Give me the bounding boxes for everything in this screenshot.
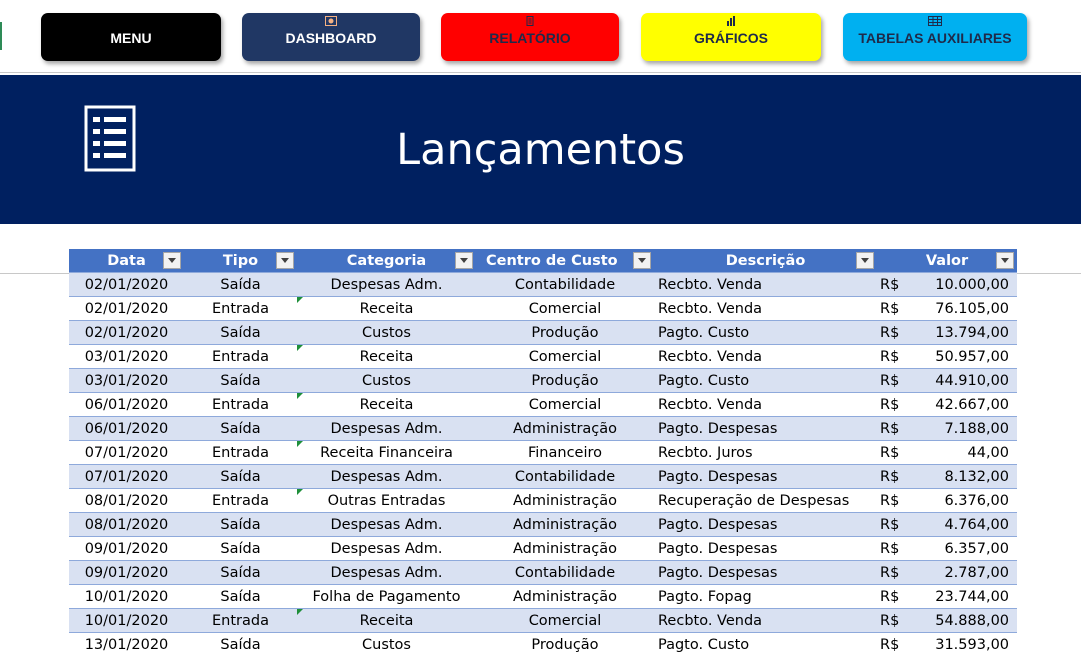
cell-data[interactable]: 06/01/2020 [69, 417, 184, 441]
cell-valor[interactable]: 50.957,00 [901, 345, 1017, 369]
cell-descricao[interactable]: Recbto. Venda [654, 297, 877, 321]
cell-categoria[interactable]: Despesas Adm. [297, 537, 476, 561]
cell-valor[interactable]: 42.667,00 [901, 393, 1017, 417]
cell-moeda[interactable]: R$ [877, 369, 901, 393]
cell-descricao[interactable]: Recbto. Juros [654, 441, 877, 465]
table-row[interactable] [69, 417, 1017, 441]
cell-data[interactable]: 10/01/2020 [69, 609, 184, 633]
cell-descricao[interactable]: Pagto. Despesas [654, 465, 877, 489]
cell-valor[interactable]: 4.764,00 [901, 513, 1017, 537]
cell-descricao[interactable]: Pagto. Despesas [654, 561, 877, 585]
cell-moeda[interactable]: R$ [877, 633, 901, 657]
cell-descricao[interactable]: Recuperação de Despesas [654, 489, 877, 513]
lancamentos-table [69, 249, 1017, 656]
cell-categoria[interactable]: Custos [297, 369, 476, 393]
graficos-button-label: GRÁFICOS [694, 30, 768, 46]
cell-centro-de-custo[interactable]: Contabilidade [476, 465, 654, 489]
table-row[interactable] [69, 561, 1017, 585]
cell-moeda[interactable]: R$ [877, 417, 901, 441]
page-title: Lançamentos [396, 125, 685, 175]
cell-valor[interactable]: 6.376,00 [901, 489, 1017, 513]
cell-moeda[interactable]: R$ [877, 609, 901, 633]
cell-centro-de-custo[interactable]: Produção [476, 633, 654, 657]
cell-centro-de-custo[interactable]: Produção [476, 321, 654, 345]
menu-button-label: MENU [110, 30, 152, 46]
cell-descricao[interactable]: Pagto. Despesas [654, 513, 877, 537]
table-row[interactable] [69, 513, 1017, 537]
cell-moeda[interactable]: R$ [877, 345, 901, 369]
table-row[interactable] [69, 441, 1017, 465]
cell-moeda[interactable]: R$ [877, 273, 901, 297]
cell-tipo[interactable]: Saída [184, 537, 297, 561]
cell-valor[interactable]: 54.888,00 [901, 609, 1017, 633]
cell-data[interactable]: 02/01/2020 [69, 273, 184, 297]
cell-categoria[interactable]: Receita [297, 393, 476, 417]
cell-descricao[interactable]: Pagto. Despesas [654, 537, 877, 561]
cell-categoria[interactable]: Receita [297, 609, 476, 633]
cell-descricao[interactable]: Recbto. Venda [654, 273, 877, 297]
cell-valor[interactable]: 2.787,00 [901, 561, 1017, 585]
cell-centro-de-custo[interactable]: Financeiro [476, 441, 654, 465]
cell-valor[interactable]: 44.910,00 [901, 369, 1017, 393]
cell-categoria[interactable]: Custos [297, 633, 476, 657]
filter-dropdown-icon[interactable] [163, 252, 181, 269]
cell-data[interactable]: 07/01/2020 [69, 441, 184, 465]
cell-valor[interactable]: 23.744,00 [901, 585, 1017, 609]
cell-categoria[interactable]: Despesas Adm. [297, 513, 476, 537]
column-header-categoria[interactable]: Categoria [297, 249, 476, 273]
column-header-data[interactable]: Data [69, 249, 184, 273]
dashboard-button-label: DASHBOARD [285, 30, 377, 46]
cell-moeda[interactable]: R$ [877, 441, 901, 465]
table-icon [928, 16, 942, 26]
cell-categoria[interactable]: Outras Entradas [297, 489, 476, 513]
cell-data[interactable]: 08/01/2020 [69, 513, 184, 537]
cell-centro-de-custo[interactable]: Administração [476, 513, 654, 537]
cell-moeda[interactable]: R$ [877, 321, 901, 345]
tabelas-auxiliares-button[interactable] [843, 13, 1027, 61]
cell-moeda[interactable]: R$ [877, 297, 901, 321]
cell-categoria[interactable]: Custos [297, 321, 476, 345]
cell-categoria[interactable]: Receita [297, 345, 476, 369]
cell-valor[interactable]: 13.794,00 [901, 321, 1017, 345]
document-icon [524, 16, 536, 26]
cell-moeda[interactable]: R$ [877, 465, 901, 489]
cell-valor[interactable]: 76.105,00 [901, 297, 1017, 321]
filter-dropdown-icon[interactable] [455, 252, 473, 269]
table-row[interactable] [69, 393, 1017, 417]
cell-categoria[interactable]: Receita [297, 297, 476, 321]
cell-moeda[interactable]: R$ [877, 537, 901, 561]
dashboard-icon [325, 16, 337, 26]
cell-categoria[interactable]: Despesas Adm. [297, 417, 476, 441]
cell-descricao[interactable]: Pagto. Custo [654, 633, 877, 657]
bar-chart-icon [725, 16, 737, 26]
cell-tipo[interactable]: Saída [184, 273, 297, 297]
window-edge-marker [0, 22, 2, 50]
relatorio-button-label: RELATÓRIO [489, 30, 571, 46]
cell-descricao[interactable]: Recbto. Venda [654, 393, 877, 417]
cell-descricao[interactable]: Recbto. Venda [654, 345, 877, 369]
table-row[interactable] [69, 585, 1017, 609]
cell-categoria[interactable]: Receita Financeira [297, 441, 476, 465]
cell-tipo[interactable]: Entrada [184, 297, 297, 321]
table-row[interactable] [69, 633, 1017, 657]
cell-data[interactable]: 08/01/2020 [69, 489, 184, 513]
table-row[interactable] [69, 297, 1017, 321]
table-row[interactable] [69, 489, 1017, 513]
cell-tipo[interactable]: Entrada [184, 393, 297, 417]
cell-moeda[interactable]: R$ [877, 585, 901, 609]
cell-data[interactable]: 07/01/2020 [69, 465, 184, 489]
cell-valor[interactable]: 8.132,00 [901, 465, 1017, 489]
table-header-row [69, 249, 1017, 273]
cell-tipo[interactable]: Saída [184, 633, 297, 657]
cell-data[interactable]: 02/01/2020 [69, 321, 184, 345]
tabelas-auxiliares-button-label: TABELAS AUXILIARES [858, 30, 1012, 46]
cell-tipo[interactable]: Saída [184, 561, 297, 585]
cell-data[interactable]: 09/01/2020 [69, 561, 184, 585]
cell-valor[interactable]: 6.357,00 [901, 537, 1017, 561]
column-header-tipo[interactable]: Tipo [184, 249, 297, 273]
cell-tipo[interactable]: Entrada [184, 441, 297, 465]
filter-dropdown-icon[interactable] [856, 252, 874, 269]
cell-data[interactable]: 09/01/2020 [69, 537, 184, 561]
cell-moeda[interactable]: R$ [877, 489, 901, 513]
filter-dropdown-icon[interactable] [996, 252, 1014, 269]
cell-tipo[interactable]: Entrada [184, 489, 297, 513]
cell-valor[interactable]: 10.000,00 [901, 273, 1017, 297]
cell-centro-de-custo[interactable]: Administração [476, 585, 654, 609]
cell-moeda[interactable]: R$ [877, 513, 901, 537]
cell-valor[interactable]: 31.593,00 [901, 633, 1017, 657]
cell-categoria[interactable]: Despesas Adm. [297, 561, 476, 585]
table-row[interactable] [69, 369, 1017, 393]
cell-valor[interactable]: 7.188,00 [901, 417, 1017, 441]
filter-dropdown-icon[interactable] [633, 252, 651, 269]
cell-descricao[interactable]: Pagto. Custo [654, 369, 877, 393]
cell-tipo[interactable]: Saída [184, 465, 297, 489]
table-row[interactable] [69, 345, 1017, 369]
cell-centro-de-custo[interactable]: Comercial [476, 609, 654, 633]
table-row[interactable] [69, 273, 1017, 297]
cell-data[interactable]: 13/01/2020 [69, 633, 184, 657]
cell-centro-de-custo[interactable]: Administração [476, 417, 654, 441]
cell-tipo[interactable]: Saída [184, 513, 297, 537]
cell-centro-de-custo[interactable]: Comercial [476, 345, 654, 369]
column-header-valor[interactable]: Valor [877, 249, 1017, 273]
cell-moeda[interactable]: R$ [877, 393, 901, 417]
cell-data[interactable]: 06/01/2020 [69, 393, 184, 417]
table-row[interactable] [69, 321, 1017, 345]
cell-categoria[interactable]: Folha de Pagamento [297, 585, 476, 609]
cell-categoria[interactable]: Despesas Adm. [297, 273, 476, 297]
column-header-descricao[interactable]: Descrição [654, 249, 877, 273]
dashboard-button[interactable] [242, 13, 420, 61]
separator [0, 72, 1081, 73]
table-row[interactable] [69, 465, 1017, 489]
cell-centro-de-custo[interactable]: Contabilidade [476, 561, 654, 585]
cell-data[interactable]: 02/01/2020 [69, 297, 184, 321]
cell-tipo[interactable]: Entrada [184, 609, 297, 633]
cell-descricao[interactable]: Pagto. Fopag [654, 585, 877, 609]
cell-categoria[interactable]: Despesas Adm. [297, 465, 476, 489]
cell-centro-de-custo[interactable]: Administração [476, 537, 654, 561]
cell-descricao[interactable]: Recbto. Venda [654, 609, 877, 633]
cell-valor[interactable]: 44,00 [901, 441, 1017, 465]
cell-centro-de-custo[interactable]: Comercial [476, 393, 654, 417]
cell-tipo[interactable]: Saída [184, 585, 297, 609]
cell-centro-de-custo[interactable]: Contabilidade [476, 273, 654, 297]
filter-dropdown-icon[interactable] [276, 252, 294, 269]
menu-button[interactable] [41, 13, 221, 61]
cell-descricao[interactable]: Pagto. Custo [654, 321, 877, 345]
cell-data[interactable]: 03/01/2020 [69, 369, 184, 393]
table-row[interactable] [69, 537, 1017, 561]
cell-data[interactable]: 10/01/2020 [69, 585, 184, 609]
cell-centro-de-custo[interactable]: Produção [476, 369, 654, 393]
cell-tipo[interactable]: Entrada [184, 345, 297, 369]
cell-tipo[interactable]: Saída [184, 369, 297, 393]
cell-centro-de-custo[interactable]: Administração [476, 489, 654, 513]
cell-tipo[interactable]: Saída [184, 321, 297, 345]
cell-descricao[interactable]: Pagto. Despesas [654, 417, 877, 441]
cell-tipo[interactable]: Saída [184, 417, 297, 441]
cell-moeda[interactable]: R$ [877, 561, 901, 585]
graficos-button[interactable] [641, 13, 821, 61]
column-header-centro-de-custo[interactable]: Centro de Custo [476, 249, 654, 273]
relatorio-button[interactable] [441, 13, 619, 61]
cell-data[interactable]: 03/01/2020 [69, 345, 184, 369]
cell-centro-de-custo[interactable]: Comercial [476, 297, 654, 321]
table-row[interactable] [69, 609, 1017, 633]
